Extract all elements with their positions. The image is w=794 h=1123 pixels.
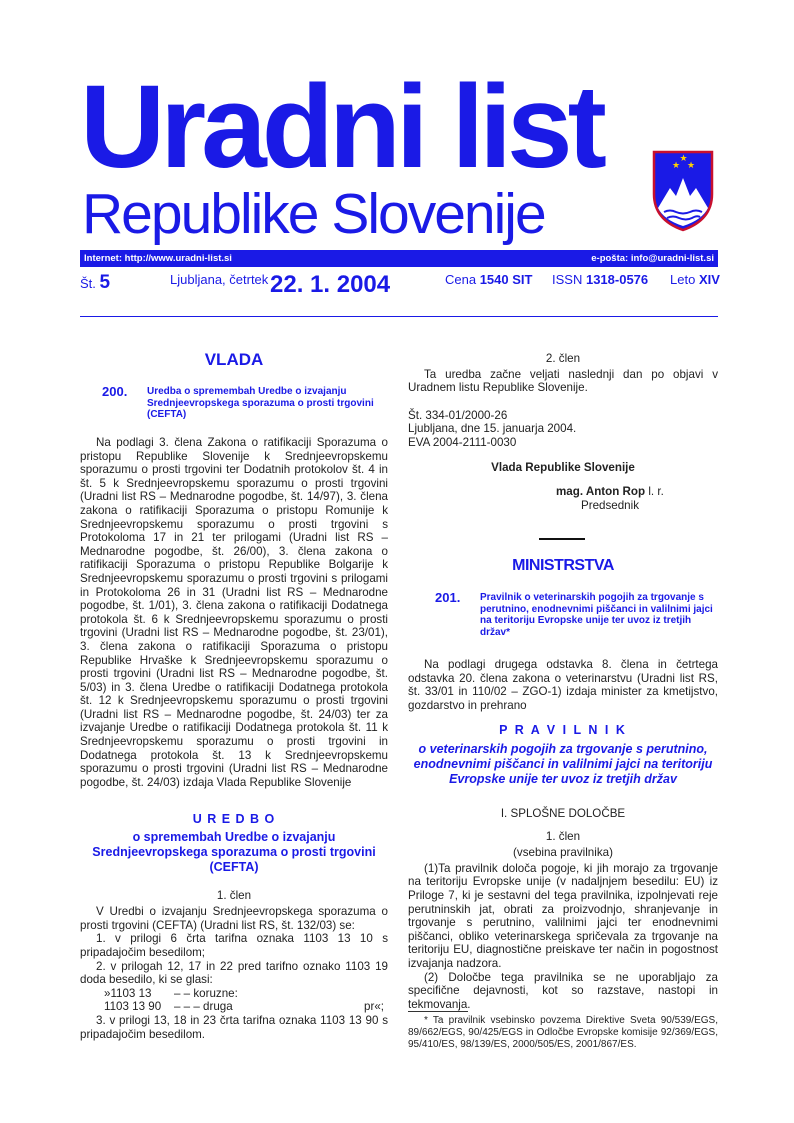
- article-heading: 2. člen: [545, 352, 581, 365]
- reference-number: Št. 334-01/2000-26: [408, 408, 508, 422]
- issue-price: Cena 1540 SIT: [445, 272, 533, 287]
- article-subheading: (vsebina pravilnika): [513, 846, 613, 860]
- paragraph: 1. v prilogi 6 črta tarifna oznaka 1103 13 10 s pripadajočim besedilom;: [80, 932, 388, 959]
- regulation-number: 200.: [102, 384, 128, 399]
- header-rule: [80, 316, 718, 317]
- section-heading: MINISTRSTVA: [512, 557, 614, 574]
- footnote: * Ta pravilnik vsebinsko povzema Direktive Sveta 90/539/EGS, 89/662/EGS, 90/425/EGS in Odločbe Evropske komisije 92/369/EGS, 95/410/ES, 98/139/ES, 2000/505/ES, 2001/867/ES.: [408, 1015, 718, 1050]
- masthead-title: Uradni list: [80, 61, 602, 193]
- masthead-bar: [80, 250, 718, 267]
- paragraph: Ta uredba začne veljati naslednji dan po objavi v Uradnem listu Republike Slovenije.: [408, 367, 718, 395]
- article-heading: 1. člen: [545, 829, 581, 843]
- reference-eva: EVA 2004-2111-0030: [408, 435, 517, 449]
- issue-year: Leto XIV: [670, 272, 720, 287]
- rulebook-title: o veterinarskih pogojih za trgovanje s perutnino, enodnevnimi piščanci in valilnimi jajci na teritoriju Evropske unije ter uvoz iz tretjih držav: [413, 741, 713, 786]
- regulation-title: Pravilnik o veterinarskih pogojih za trgovanje s perutnino, enodnevnimi piščanci in valilnimi jajci na teritoriju Evropske unije ter uvoz iz tretjih držav*: [480, 592, 713, 638]
- right-body: [408, 658, 718, 1011]
- intro-paragraph: Na podlagi 3. člena Zakona o ratifikaciji Sporazuma o pristopu Republike Slovenije k Srednjeevropskemu sporazumu o prosti trgovini ter Dodatnih protokolov št. 4 in št. 5 k Srednjeevropskemu sporazumu o prosti trgovini (Uradni list RS – Mednarodne pogodbe, št. 14/97), 3. člena zakona o ratifikaciji Sporazuma o pristopu Romunije k Srednjeevropskemu sporazumu o prosti trgovini s Protokoloma 17 in 21 ter prilogami (Uradni list RS – Mednarodne pogodbe, št. 26/00), 3. člena zakona o ratifikaciji Sporazuma o pristopu Republike Bolgarije k Srednjeevropskemu sporazumu o prosti trgovini s prilogami in Protokoloma 26 in 31 (Uradni list RS – Mednarodne pogodbe, št. 1/01), 3. člena zakona o ratifikaciji Dodatnega protokola št. 6 k Srednjeevropskemu sporazumu o prosti trgovini (Uradni list RS – Mednarodne pogodbe, št. 23/01), 3. člena zakona o ratifikaciji Sporazuma o pristopu Republike Hrvaške k Srednjeevropskemu sporazumu o prosti trgovini (Uradni list RS – Mednarodne pogodbe, št. 5/03) in 3. člena Uredbe o ratifikaciji Dodatnega protokola št. 12 k Srednjeevropskemu sporazumu o prosti trgovini (Uradni list RS – Mednarodne pogodbe, št. 24/03) ter za izvajanje Uredbe o ratifikaciji Dodatnega protokola št. 11 k Srednjeevropskemu sporazumu o prosti trgovini in Dodatnega protokola št. 13 k Srednjeevropskemu sporazumu o prosti trgovini (Uradni list RS – Mednarodne pogodbe, št. 24/03) izdaja Vlada Republike Slovenije: [80, 436, 388, 789]
- issue-place-day: Ljubljana, četrtek: [170, 272, 269, 287]
- paragraph: (2) Določbe tega pravilnika se ne uporabljajo za specifične dejavnosti, kot so razstave, nastopi in tekmovanja.: [408, 970, 718, 1011]
- svg-text:★: ★: [672, 161, 681, 171]
- section-heading: VLADA: [204, 350, 264, 369]
- decree-title: o spremembah Uredbe o izvajanju Srednjeevropskega sporazuma o prosti trgovini (CEFTA): [92, 829, 376, 874]
- intro-paragraph: Na podlagi drugega odstavka 8. člena in četrtega odstavka 20. člena zakona o veterinarstvu (Uradni list RS, št. 33/01 in 110/02 – ZGO-1) izdaja minister za kmetijstvo, gozdarstvo in prehrano: [408, 658, 718, 712]
- ministry-heading-box: [408, 556, 718, 576]
- section-divider: [539, 538, 585, 540]
- email-link[interactable]: e-pošta: info@uradni-list.si: [591, 253, 714, 264]
- government-signature: Vlada Republike Slovenije: [491, 460, 635, 474]
- paragraph: 2. v prilogah 12, 17 in 22 pred tarifno oznako 1103 19 doda besedilo, ki se glasi:: [80, 959, 388, 987]
- left-body: [80, 436, 388, 789]
- signer: mag. Anton Rop l. r.: [556, 485, 664, 499]
- left-decree: [80, 813, 388, 1041]
- decree-type: U R E D B O: [192, 812, 276, 826]
- internet-link[interactable]: Internet: http://www.uradni-list.si: [84, 253, 232, 264]
- issue-date: 22. 1. 2004: [270, 271, 391, 298]
- issue-issn: ISSN 1318-0576: [552, 272, 649, 287]
- paragraph: V Uredbi o izvajanju Srednjeevropskega sporazuma o prosti trgovini (CEFTA) (Uradni list RS, št. 132/03) se:: [80, 905, 388, 932]
- chapter-heading: I. SPLOŠNE DOLOČBE: [500, 806, 626, 820]
- tariff-row: »1103 13 – – koruzne:: [104, 986, 238, 1000]
- slovenia-coat-of-arms-icon: [650, 148, 716, 232]
- signer-role: Predsednik: [581, 498, 640, 512]
- rulebook-type: P R A V I L N I K: [499, 723, 627, 738]
- svg-text:★: ★: [687, 161, 696, 171]
- svg-text:★: ★: [679, 154, 688, 164]
- reference-date: Ljubljana, dne 15. januarja 2004.: [408, 422, 577, 436]
- masthead-subtitle: Republike Slovenije: [82, 182, 545, 246]
- paragraph: 3. v prilogi 13, 18 in 23 črta tarifna oznaka 1103 13 90 s pripadajočim besedilom.: [80, 1013, 388, 1041]
- issue-number: Št. 5: [80, 272, 111, 293]
- regulation-title: Uredba o spremembah Uredbe o izvajanju Srednjeevropskega sporazuma o prosti trgovini (CEFTA): [147, 386, 374, 420]
- footnote-rule: [408, 1011, 468, 1012]
- left-column: [80, 350, 388, 370]
- regulation-number: 201.: [435, 590, 461, 605]
- article-heading: 1. člen: [216, 888, 252, 902]
- tariff-row: 1103 13 90 – – – druga pr«;: [104, 1000, 384, 1014]
- right-column-top: [408, 352, 718, 512]
- paragraph: (1)Ta pravilnik določa pogoje, ki jih morajo za trgovanje na teritoriju Evropske unije (v nadaljnjem besedilu: EU) iz Priloge 7, ki je sestavni del tega pravilnika, izpolnjevati reje perutninskih jat, obrati za proizvodnjo, shranjevanje in trgovanje s perutnino, valilnimi jajci ter enodnevnimi piščanci, obliko veterinarskega spričevala za trgovanje na teritoriju EU, diagnostične preiskave ter način in pogostnost izvajanja nadzora.: [408, 861, 718, 970]
